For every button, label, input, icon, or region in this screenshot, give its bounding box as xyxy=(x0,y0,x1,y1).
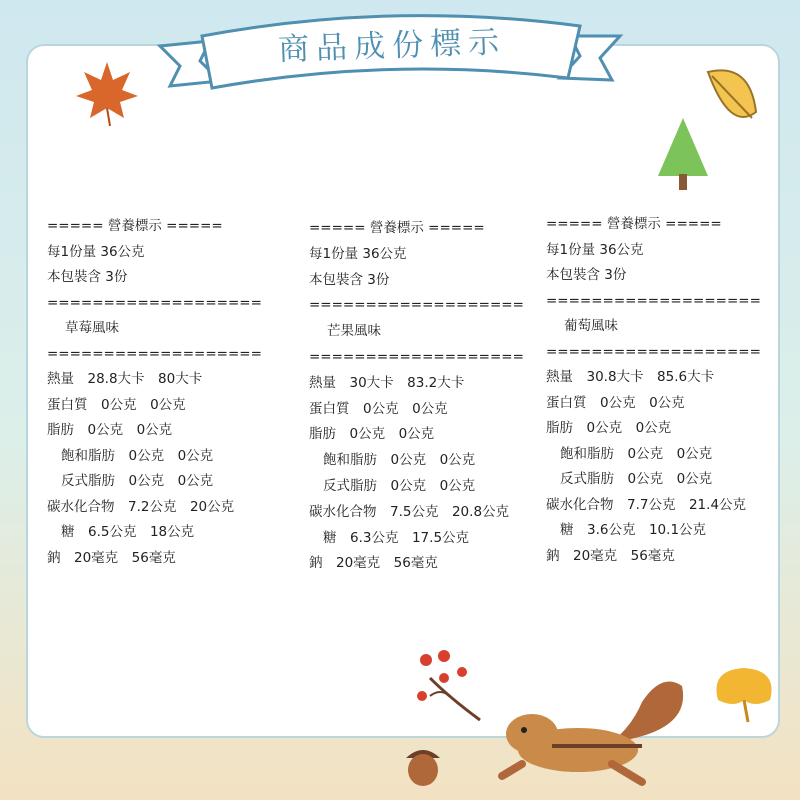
acorn-icon xyxy=(402,742,444,788)
protein-row: 蛋白質 0公克 0公克 xyxy=(47,396,186,413)
trans-fat-row: 反式脂肪 0公克 0公克 xyxy=(61,473,214,489)
nutrition-header: ===== 營養標示 ===== xyxy=(309,220,485,236)
pine-tree-icon xyxy=(648,116,718,196)
sodium-row: 鈉 20毫克 56毫克 xyxy=(546,547,675,564)
nutrition-header: ===== 營養標示 ===== xyxy=(47,218,223,234)
flavor-name: 葡萄風味 xyxy=(564,318,618,334)
protein-row: 蛋白質 0公克 0公克 xyxy=(546,394,685,411)
fat-row: 脂肪 0公克 0公克 xyxy=(47,422,173,438)
trans-fat-row: 反式脂肪 0公克 0公克 xyxy=(323,477,476,494)
divider: =================== xyxy=(309,297,524,314)
sugar-row: 糖 6.3公克 17.5公克 xyxy=(323,529,470,546)
divider: =================== xyxy=(546,292,761,309)
flavor-name: 芒果風味 xyxy=(327,323,381,340)
calories-row: 熱量 30大卡 83.2大卡 xyxy=(309,374,465,391)
nutrition-header: ===== 營養標示 ===== xyxy=(546,216,722,232)
divider: =================== xyxy=(309,348,524,365)
fat-row: 脂肪 0公克 0公克 xyxy=(546,420,672,436)
carbohydrate-row: 碳水化合物 7.7公克 21.4公克 xyxy=(546,496,747,513)
page-title: 商品成份標示 xyxy=(277,24,507,68)
berry-branch-icon xyxy=(410,648,490,728)
protein-row: 蛋白質 0公克 0公克 xyxy=(309,400,448,417)
calories-row: 熱量 28.8大卡 80大卡 xyxy=(47,371,203,387)
trans-fat-row: 反式脂肪 0公克 0公克 xyxy=(560,471,713,487)
saturated-fat-row: 飽和脂肪 0公克 0公克 xyxy=(61,447,214,464)
sugar-row: 糖 6.5公克 18公克 xyxy=(61,524,195,540)
sodium-row: 鈉 20毫克 56毫克 xyxy=(309,555,438,572)
nutrition-column-strawberry xyxy=(47,214,262,571)
ginkgo-leaf-icon xyxy=(708,660,780,724)
sodium-row: 鈉 20毫克 56毫克 xyxy=(47,549,176,566)
serving-size: 每1份量 36公克 xyxy=(546,241,644,258)
sugar-row: 糖 3.6公克 10.1公克 xyxy=(560,522,707,538)
saturated-fat-row: 飽和脂肪 0公克 0公克 xyxy=(323,452,476,469)
divider: =================== xyxy=(546,343,761,360)
servings-per-package: 本包裝含 3份 xyxy=(47,269,128,285)
carbohydrate-row: 碳水化合物 7.2公克 20公克 xyxy=(47,498,235,515)
carbohydrate-row: 碳水化合物 7.5公克 20.8公克 xyxy=(309,503,510,520)
fat-row: 脂肪 0公克 0公克 xyxy=(309,426,435,443)
serving-size: 每1份量 36公克 xyxy=(309,245,407,262)
flavor-name: 草莓風味 xyxy=(65,320,119,336)
maple-leaf-icon xyxy=(72,58,142,128)
nutrition-column-grape xyxy=(546,212,761,569)
saturated-fat-row: 飽和脂肪 0公克 0公克 xyxy=(560,445,713,462)
servings-per-package: 本包裝含 3份 xyxy=(546,267,627,283)
nutrition-column-mango xyxy=(309,216,524,577)
serving-size: 每1份量 36公克 xyxy=(47,243,145,260)
squirrel-icon xyxy=(492,672,702,788)
divider: =================== xyxy=(47,294,262,311)
servings-per-package: 本包裝含 3份 xyxy=(309,271,390,288)
calories-row: 熱量 30.8大卡 85.6大卡 xyxy=(546,369,715,385)
divider: =================== xyxy=(47,345,262,362)
